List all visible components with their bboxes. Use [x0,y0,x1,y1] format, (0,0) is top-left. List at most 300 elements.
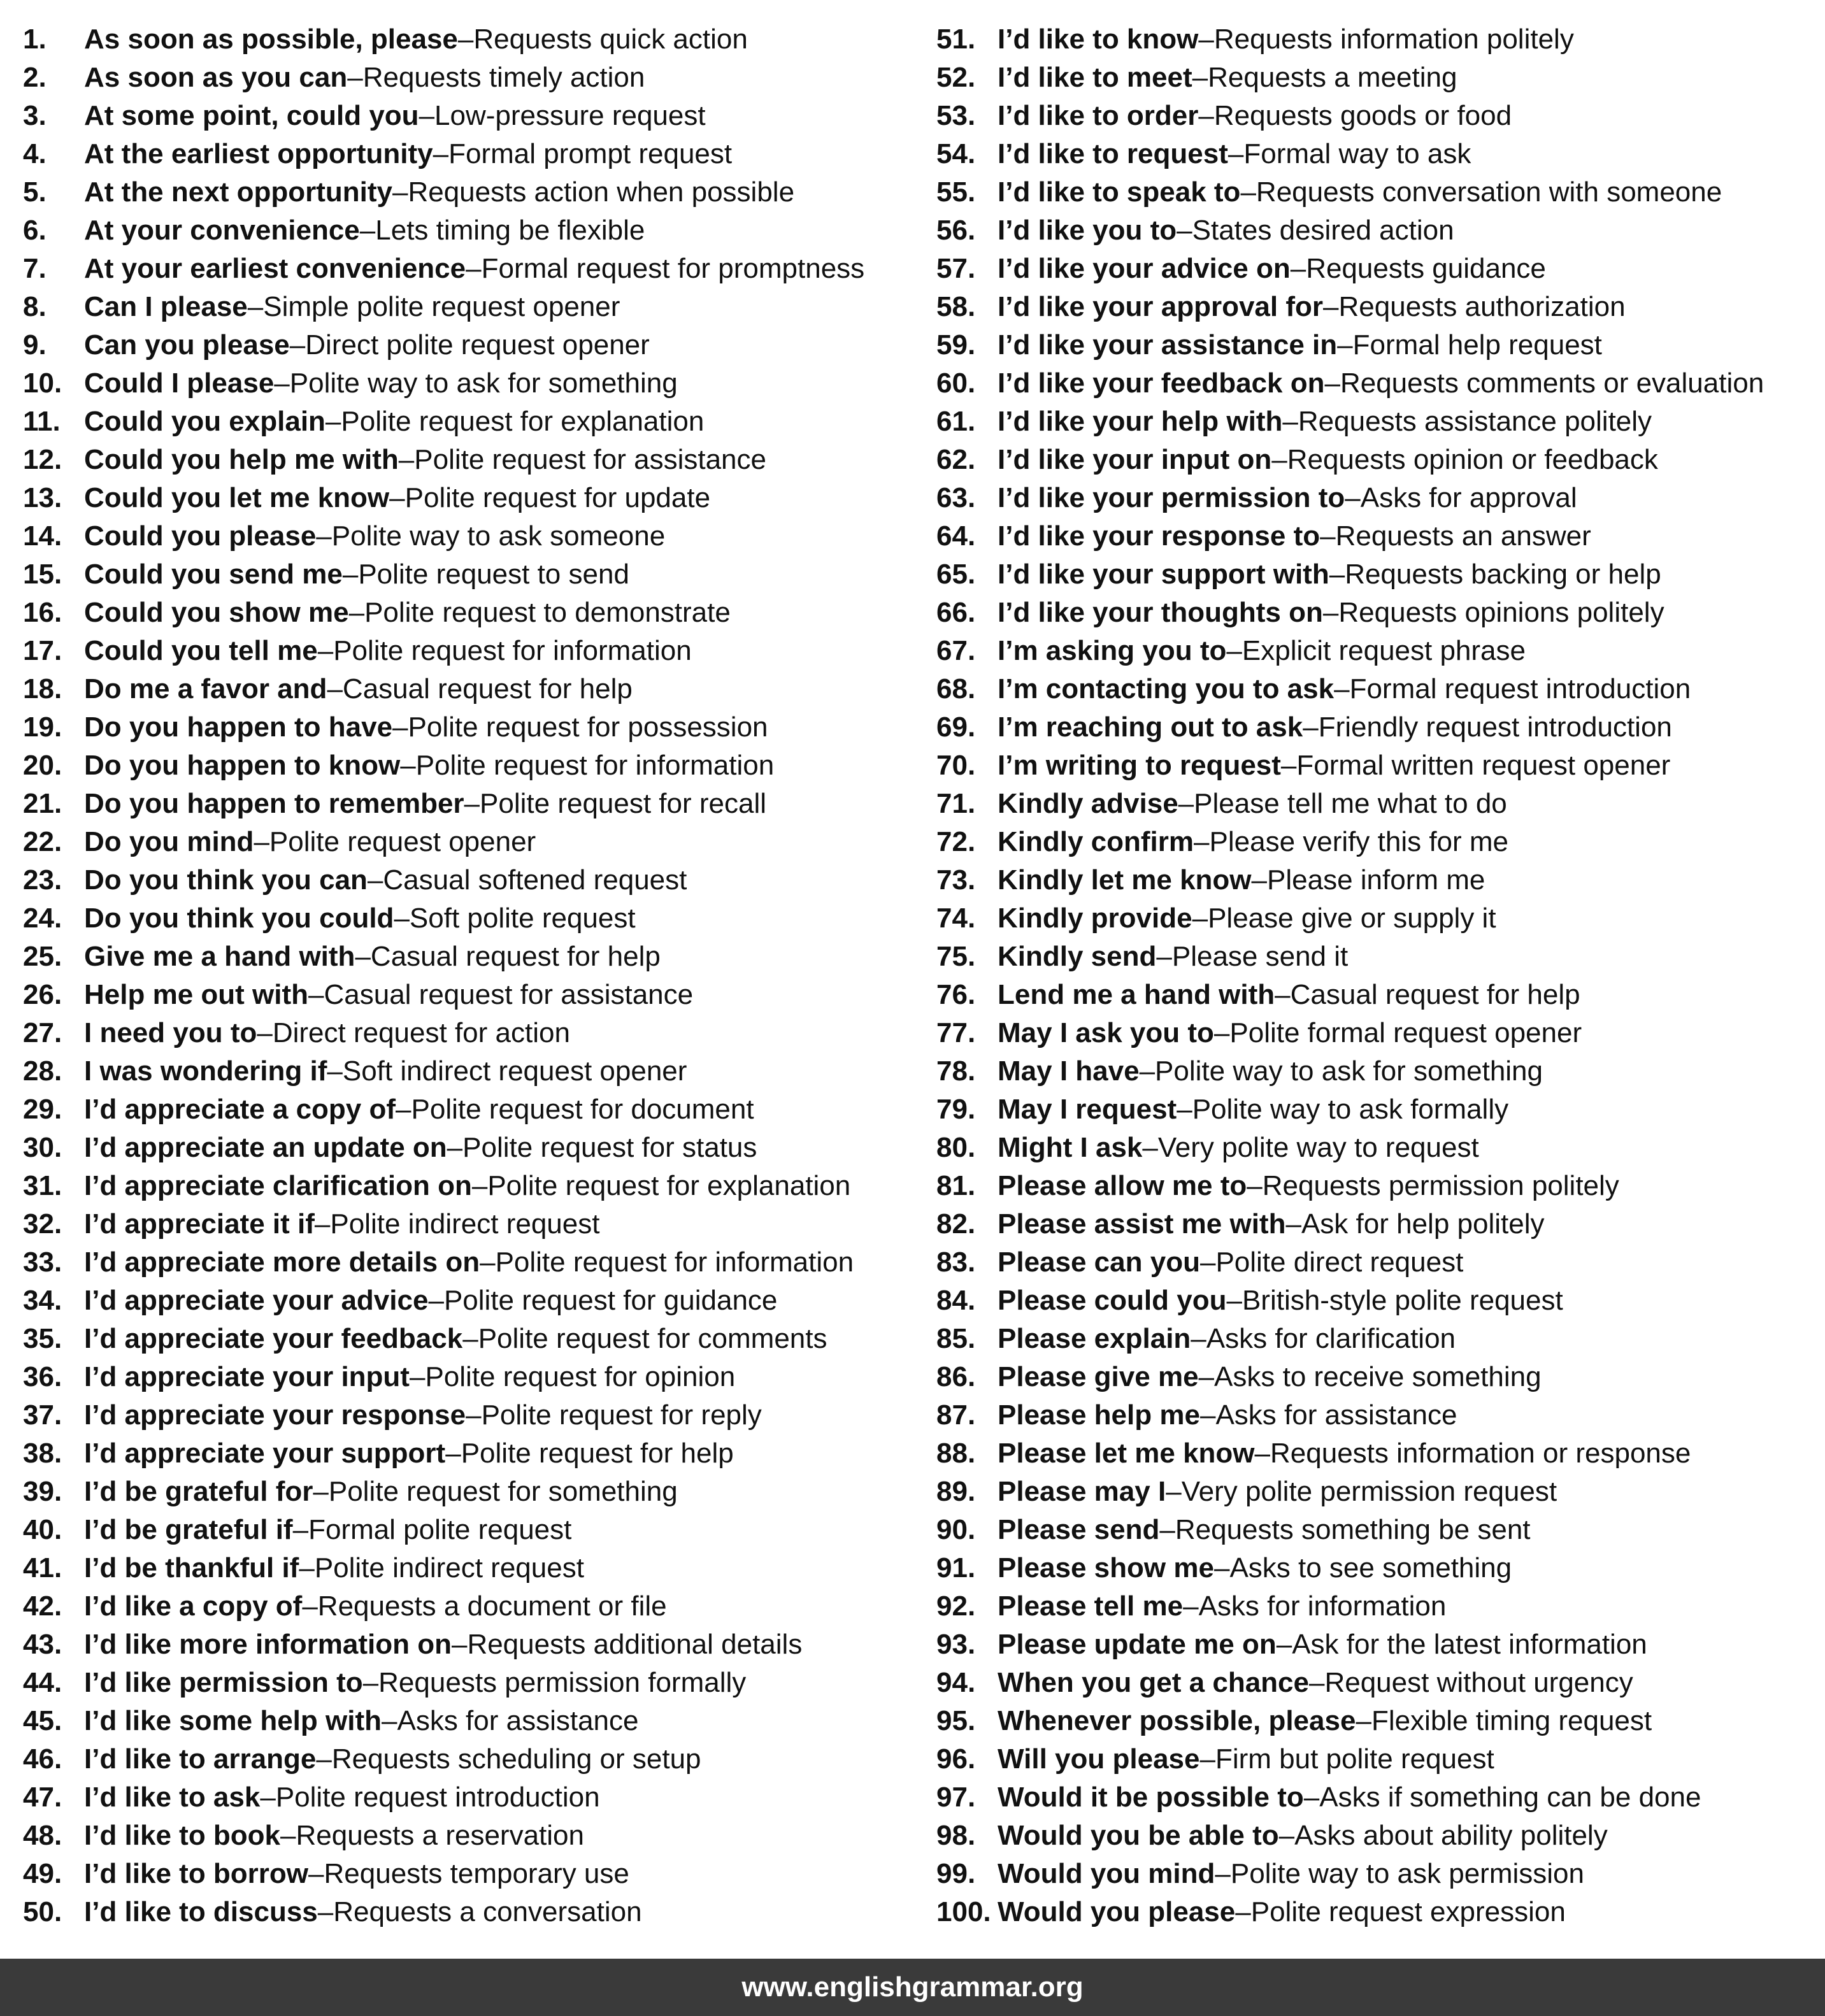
item-separator: – [1278,1820,1295,1851]
item-phrase: Would you please [998,1896,1236,1927]
item-phrase: As soon as possible, please [84,24,458,55]
item-phrase: Could you help me with [84,444,399,475]
item-number: 56. [936,215,976,246]
item-separator: – [1322,597,1339,628]
item-number: 20. [23,750,62,781]
list-item [23,288,915,326]
item-description: Soft polite request [409,903,636,934]
list-item [936,59,1815,97]
item-description: Soft indirect request opener [342,1055,687,1087]
item-phrase: At the earliest opportunity [84,138,433,169]
item-description: Requests permission formally [378,1667,747,1698]
list-item [936,1243,1815,1282]
item-description: Please verify this for me [1209,826,1509,857]
item-separator: – [348,597,365,628]
list-item [23,1052,915,1090]
item-separator: – [1191,1323,1206,1354]
item-phrase: Do me a favor and [84,673,327,704]
item-description: Request without urgency [1324,1667,1633,1698]
item-phrase: I’d like to borrow [84,1858,309,1889]
item-number: 88. [936,1438,976,1469]
item-separator: – [1156,941,1172,972]
item-phrase: Please may I [998,1476,1166,1507]
list-item [936,479,1815,517]
item-description: Formal written request opener [1296,750,1671,781]
item-phrase: I’d be grateful if [84,1514,293,1545]
item-separator: – [308,1858,324,1889]
item-number: 58. [936,291,976,322]
item-separator: – [367,864,383,896]
item-number: 46. [23,1743,62,1775]
item-separator: – [1235,1896,1251,1927]
list-item [936,1090,1815,1129]
item-phrase: I’d like to request [998,138,1228,169]
item-separator: – [1198,24,1214,55]
item-phrase: Do you mind [84,826,254,857]
list-item [23,1358,915,1396]
item-separator: – [347,62,363,93]
list-item [936,747,1815,785]
item-separator: – [1215,1858,1231,1889]
item-separator: – [392,176,408,208]
item-phrase: May I request [998,1094,1177,1125]
item-phrase: Could you explain [84,406,326,437]
item-phrase: When you get a chance [998,1667,1309,1698]
item-description: Requests conversation with someone [1256,176,1722,208]
item-phrase: Please help me [998,1399,1200,1431]
item-phrase: I’d like more information on [84,1629,452,1660]
list-item [23,1090,915,1129]
item-separator: – [289,329,306,361]
item-separator: – [362,1667,379,1698]
item-phrase: I’m contacting you to ask [998,673,1335,704]
item-separator: – [462,1323,478,1354]
item-description: Formal prompt request [448,138,733,169]
list-item [936,1702,1815,1740]
item-separator: – [1198,100,1214,131]
item-number: 26. [23,979,62,1010]
phrase-list-right-column [936,20,1815,1931]
item-separator: – [325,406,341,437]
item-number: 98. [936,1820,976,1851]
item-number: 43. [23,1629,62,1660]
item-phrase: I’d like your assistance in [998,329,1338,361]
item-description: Polite way to ask for something [289,368,678,399]
item-separator: – [1337,329,1353,361]
list-item [936,135,1815,173]
item-description: Casual request for help [342,673,633,704]
item-separator: – [389,482,405,513]
item-description: Explicit request phrase [1242,635,1526,666]
item-phrase: I’d like some help with [84,1705,382,1736]
item-phrase: Please give me [998,1361,1199,1392]
list-item [936,1358,1815,1396]
item-description: States desired action [1192,215,1454,246]
list-item [23,173,915,211]
item-number: 90. [936,1514,976,1545]
item-separator: – [280,1820,296,1851]
item-number: 81. [936,1170,976,1201]
item-separator: – [1251,864,1267,896]
item-description: Requests a reservation [296,1820,584,1851]
item-phrase: Could you let me know [84,482,390,513]
item-number: 66. [936,597,976,628]
item-number: 55. [936,176,976,208]
item-phrase: Please allow me to [998,1170,1247,1201]
item-phrase: May I have [998,1055,1140,1087]
item-phrase: I’d appreciate your response [84,1399,466,1431]
item-separator: – [1303,711,1319,743]
item-separator: – [1213,1017,1230,1048]
list-item [23,517,915,555]
item-phrase: I’d appreciate your advice [84,1285,429,1316]
list-item [936,1473,1815,1511]
list-item [23,708,915,747]
item-separator: – [1198,1361,1215,1392]
item-phrase: I’d like a copy of [84,1591,303,1622]
item-separator: – [433,138,449,169]
item-number: 32. [23,1208,62,1240]
item-separator: – [1324,368,1340,399]
item-description: Please send it [1171,941,1349,972]
item-number: 12. [23,444,62,475]
item-phrase: At your earliest convenience [84,253,466,284]
item-number: 82. [936,1208,976,1240]
item-description: Requests authorization [1338,291,1626,322]
item-number: 73. [936,864,976,896]
item-description: Polite request for explanation [341,406,705,437]
item-phrase: I’m writing to request [998,750,1281,781]
item-phrase: At some point, could you [84,100,419,131]
item-description: Please tell me what to do [1194,788,1507,819]
list-item [23,20,915,59]
item-description: Casual request for help [1290,979,1580,1010]
item-phrase: Could you please [84,520,317,552]
item-number: 11. [23,406,61,437]
item-number: 57. [936,253,976,284]
list-item [23,747,915,785]
item-number: 49. [23,1858,62,1889]
item-separator: – [1178,788,1194,819]
item-phrase: Might I ask [998,1132,1143,1163]
item-separator: – [257,1017,273,1048]
list-item [23,594,915,632]
item-separator: – [359,215,376,246]
item-separator: – [299,1552,315,1583]
item-phrase: Kindly let me know [998,864,1252,896]
item-phrase: I’d like your permission to [998,482,1345,513]
list-item [936,1396,1815,1434]
list-item [23,1702,915,1740]
item-description: Polite request for comments [478,1323,827,1354]
item-description: Requests scheduling or setup [331,1743,701,1775]
item-description: Polite request for assistance [414,444,766,475]
item-phrase: Lend me a hand with [998,979,1275,1010]
item-number: 48. [23,1820,62,1851]
item-number: 41. [23,1552,62,1583]
item-number: 72. [936,826,976,857]
item-phrase: Please could you [998,1285,1227,1316]
item-number: 24. [23,903,62,934]
item-separator: – [1290,253,1306,284]
item-phrase: Do you happen to have [84,711,393,743]
item-number: 95. [936,1705,976,1736]
item-description: Requests permission politely [1262,1170,1619,1201]
list-item [936,211,1815,250]
item-description: Polite way to ask for something [1155,1055,1543,1087]
item-separator: – [1194,826,1210,857]
item-number: 37. [23,1399,62,1431]
item-number: 77. [936,1017,976,1048]
item-number: 44. [23,1667,62,1698]
item-separator: – [1227,138,1244,169]
item-number: 70. [936,750,976,781]
item-number: 8. [23,291,47,322]
item-separator: – [447,1132,463,1163]
item-separator: – [1213,1552,1230,1583]
item-number: 79. [936,1094,976,1125]
list-item [936,899,1815,938]
list-item [936,976,1815,1014]
item-number: 34. [23,1285,62,1316]
item-separator: – [327,673,343,704]
list-item [936,1893,1815,1931]
item-phrase: Please show me [998,1552,1214,1583]
item-separator: – [1356,1705,1371,1736]
item-number: 63. [936,482,976,513]
item-number: 62. [936,444,976,475]
list-item [936,1282,1815,1320]
list-item [936,1511,1815,1549]
list-item [23,823,915,861]
list-item [23,632,915,670]
item-phrase: Do you think you can [84,864,368,896]
list-item [936,594,1815,632]
item-phrase: I’d like to know [998,24,1199,55]
item-description: Polite direct request [1215,1247,1464,1278]
item-description: Polite formal request opener [1229,1017,1582,1048]
item-number: 2. [23,62,47,93]
item-separator: – [394,903,410,934]
item-number: 94. [936,1667,976,1698]
item-number: 60. [936,368,976,399]
item-phrase: I’d like your advice on [998,253,1291,284]
list-item [23,1817,915,1855]
item-phrase: Help me out with [84,979,308,1010]
item-separator: – [1192,903,1208,934]
item-description: Polite way to ask formally [1192,1094,1509,1125]
item-phrase: I’m reaching out to ask [998,711,1303,743]
phrase-list-left-column [23,20,915,1931]
item-description: Asks for assistance [1215,1399,1457,1431]
item-separator: – [381,1705,397,1736]
item-description: Requests backing or help [1345,559,1661,590]
item-description: Requests an answer [1335,520,1591,552]
item-separator: – [480,1247,496,1278]
item-separator: – [428,1285,444,1316]
list-item [23,1320,915,1358]
item-description: Requests a conversation [333,1896,642,1927]
item-separator: – [1334,673,1350,704]
item-description: Polite way to ask permission [1230,1858,1584,1889]
item-phrase: Would it be possible to [998,1782,1304,1813]
item-phrase: Please assist me with [998,1208,1286,1240]
item-description: Low-pressure request [434,100,706,131]
item-number: 84. [936,1285,976,1316]
item-number: 83. [936,1247,976,1278]
item-phrase: I’d like permission to [84,1667,363,1698]
website-link[interactable]: www.englishgrammar.org [741,1971,1084,2003]
item-separator: – [1275,979,1291,1010]
item-number: 76. [936,979,976,1010]
item-phrase: I’d like your input on [998,444,1272,475]
item-description: Asks to see something [1229,1552,1512,1583]
item-separator: – [1254,1438,1271,1469]
item-description: Requests timely action [362,62,645,93]
list-item [23,250,915,288]
list-item [936,1205,1815,1243]
item-number: 10. [23,368,62,399]
list-item [23,899,915,938]
item-description: Casual request for assistance [324,979,694,1010]
item-number: 22. [23,826,62,857]
item-number: 86. [936,1361,976,1392]
item-description: Asks if something can be done [1319,1782,1701,1813]
item-number: 80. [936,1132,976,1163]
item-separator: – [308,979,324,1010]
item-separator: – [1226,1285,1242,1316]
item-phrase: Could I please [84,368,275,399]
item-separator: – [445,1438,461,1469]
list-item [936,785,1815,823]
item-number: 69. [936,711,976,743]
item-description: Polite request for status [462,1132,757,1163]
item-description: Requests guidance [1306,253,1546,284]
item-phrase: Whenever possible, please [998,1705,1356,1736]
list-item [23,1778,915,1817]
item-number: 21. [23,788,62,819]
item-phrase: I was wondering if [84,1055,327,1087]
item-phrase: Could you tell me [84,635,318,666]
list-item [936,670,1815,708]
list-item [936,1434,1815,1473]
item-description: Requests information politely [1213,24,1574,55]
item-phrase: May I ask you to [998,1017,1214,1048]
list-item [23,1473,915,1511]
list-item [936,288,1815,326]
list-item [23,97,915,135]
item-description: Requests comments or evaluation [1340,368,1764,399]
item-number: 96. [936,1743,976,1775]
list-item [936,1587,1815,1626]
item-description: Requests opinions politely [1338,597,1664,628]
item-description: Very polite permission request [1181,1476,1557,1507]
item-separator: – [471,1170,488,1201]
list-item [936,97,1815,135]
list-item [936,173,1815,211]
list-item [936,861,1815,899]
list-item [23,1664,915,1702]
list-item [936,1817,1815,1855]
item-description: Polite request for reply [481,1399,762,1431]
list-item [936,1740,1815,1778]
item-number: 31. [23,1170,62,1201]
item-number: 7. [23,253,47,284]
item-number: 45. [23,1705,62,1736]
item-description: Polite request for update [404,482,711,513]
item-phrase: I’d appreciate clarification on [84,1170,472,1201]
item-separator: – [1303,1782,1320,1813]
item-description: British-style polite request [1242,1285,1563,1316]
item-separator: – [466,253,482,284]
list-item [23,1205,915,1243]
item-phrase: Please tell me [998,1591,1184,1622]
item-description: Asks to receive something [1214,1361,1542,1392]
item-number: 17. [23,635,62,666]
item-separator: – [327,1055,343,1087]
footer-bar [0,1959,1825,2016]
item-description: Requests information or response [1270,1438,1691,1469]
list-item [23,1511,915,1549]
item-phrase: I’d like to book [84,1820,281,1851]
item-separator: – [451,1629,468,1660]
list-item [23,555,915,594]
list-item [23,938,915,976]
item-description: Polite request to demonstrate [364,597,731,628]
item-description: Polite request for explanation [487,1170,851,1201]
list-item [936,555,1815,594]
item-separator: – [1177,215,1192,246]
item-phrase: I’d be thankful if [84,1552,299,1583]
item-description: Flexible timing request [1371,1705,1652,1736]
item-number: 13. [23,482,62,513]
item-phrase: Can I please [84,291,248,322]
list-item [936,364,1815,403]
item-description: Requests opinion or feedback [1287,444,1658,475]
item-separator: – [1329,559,1345,590]
item-number: 100. [936,1896,991,1927]
item-description: Please give or supply it [1208,903,1496,934]
item-number: 97. [936,1782,976,1813]
item-description: Please inform me [1267,864,1485,896]
item-number: 67. [936,635,976,666]
item-number: 64. [936,520,976,552]
list-item [936,823,1815,861]
item-description: Asks for clarification [1206,1323,1456,1354]
list-item [936,20,1815,59]
item-number: 99. [936,1858,976,1889]
item-number: 42. [23,1591,62,1622]
item-phrase: I’d like to order [998,100,1199,131]
list-item [23,1626,915,1664]
item-description: Direct polite request opener [305,329,650,361]
item-separator: – [466,1399,482,1431]
item-separator: – [392,711,408,743]
item-separator: – [1280,750,1297,781]
item-phrase: I’d like your feedback on [998,368,1325,399]
item-description: Polite request for help [461,1438,734,1469]
list-item [23,403,915,441]
item-phrase: I’d like to discuss [84,1896,318,1927]
item-description: Polite request opener [269,826,536,857]
item-number: 6. [23,215,47,246]
item-separator: – [316,520,332,552]
item-phrase: I’d appreciate it if [84,1208,315,1240]
item-separator: – [409,1361,426,1392]
item-phrase: Do you think you could [84,903,394,934]
item-description: Simple polite request opener [263,291,620,322]
item-phrase: Give me a hand with [84,941,355,972]
